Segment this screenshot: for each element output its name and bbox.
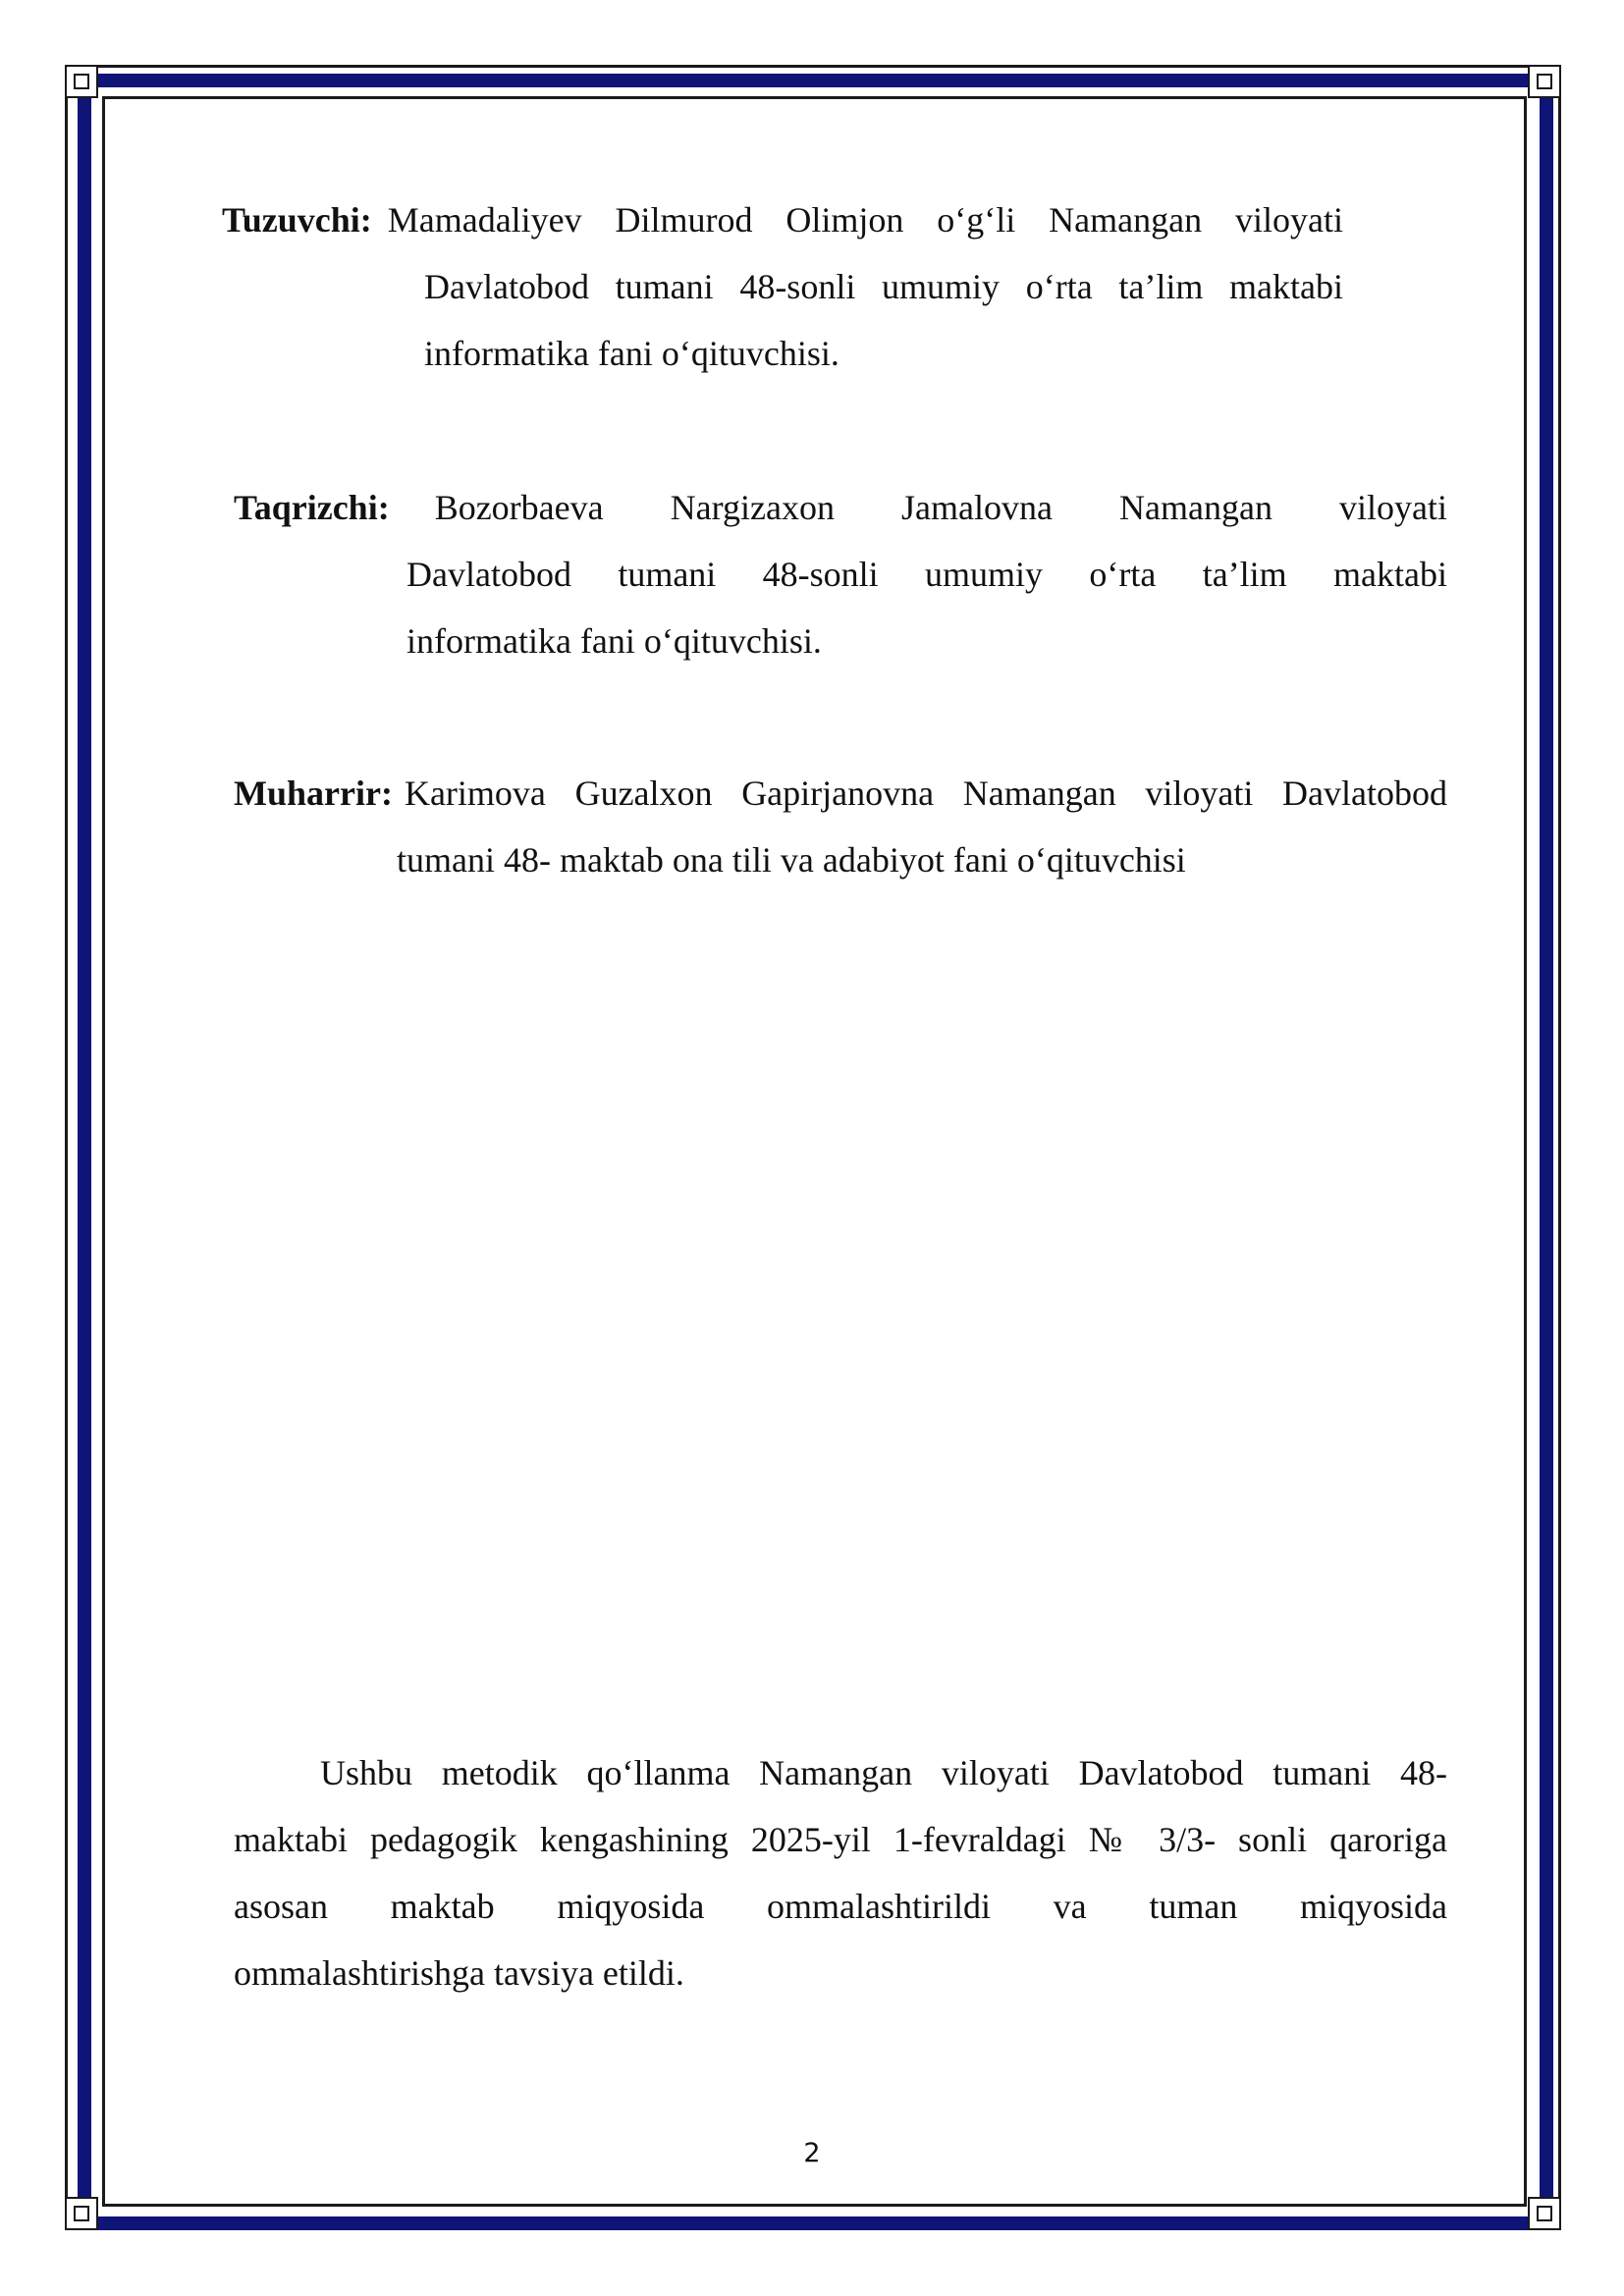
reviewer-section (234, 474, 1447, 674)
editor-label: Muharrir: (234, 774, 393, 813)
approval-note-line-4: ommalashtirishga tavsiya etildi. (234, 1953, 684, 1993)
compiler-line-3: informatika fani o‘qituvchisi. (424, 334, 839, 373)
reviewer-line-2: Davlatobod tumani 48-sonli umumiy o‘rta ta’lim maktabi (406, 555, 1447, 594)
compiler-name: Mamadaliyev Dilmurod Olimjon o‘g‘li Namangan viloyati (387, 200, 1343, 240)
paragraph-indent (234, 1739, 320, 1806)
approval-note-line-3: asosan maktab miqyosida ommalashtirildi va tuman miqyosida (234, 1887, 1447, 1926)
compiler-section (222, 187, 1343, 387)
corner-ornament-top-left (65, 65, 98, 98)
editor-section (234, 760, 1447, 893)
editor-line-2: tumani 48- maktab ona tili va adabiyot fani o‘qituvchisi (397, 840, 1186, 880)
corner-ornament-bottom-left (65, 2197, 98, 2230)
approval-note-line-1: Ushbu metodik qo‘llanma Namangan viloyati Davlatobod tumani 48- (320, 1753, 1447, 1792)
approval-note-line-2: maktabi pedagogik kengashining 2025-yil 1-fevraldagi № 3/3- sonli qaroriga (234, 1820, 1447, 1859)
reviewer-line-1 (234, 474, 1447, 541)
reviewer-name: Bozorbaeva Nargizaxon Jamalovna Namangan viloyati (434, 488, 1447, 527)
compiler-line-2: Davlatobod tumani 48-sonli umumiy o‘rta ta’lim maktabi (424, 267, 1343, 306)
approval-note (234, 1739, 1447, 2006)
approval-note-line-1-row (234, 1739, 1447, 1806)
compiler-line-1 (222, 187, 1343, 253)
editor-name: Karimova Guzalxon Gapirjanovna Namangan viloyati Davlatobod (404, 774, 1447, 813)
corner-ornament-bottom-right (1528, 2197, 1561, 2230)
reviewer-line-3: informatika fani o‘qituvchisi. (406, 621, 822, 661)
compiler-label: Tuzuvchi: (222, 200, 372, 240)
page-number: 2 (803, 2138, 821, 2168)
editor-line-1 (234, 760, 1447, 827)
corner-ornament-top-right (1528, 65, 1561, 98)
reviewer-label: Taqrizchi: (234, 488, 390, 527)
